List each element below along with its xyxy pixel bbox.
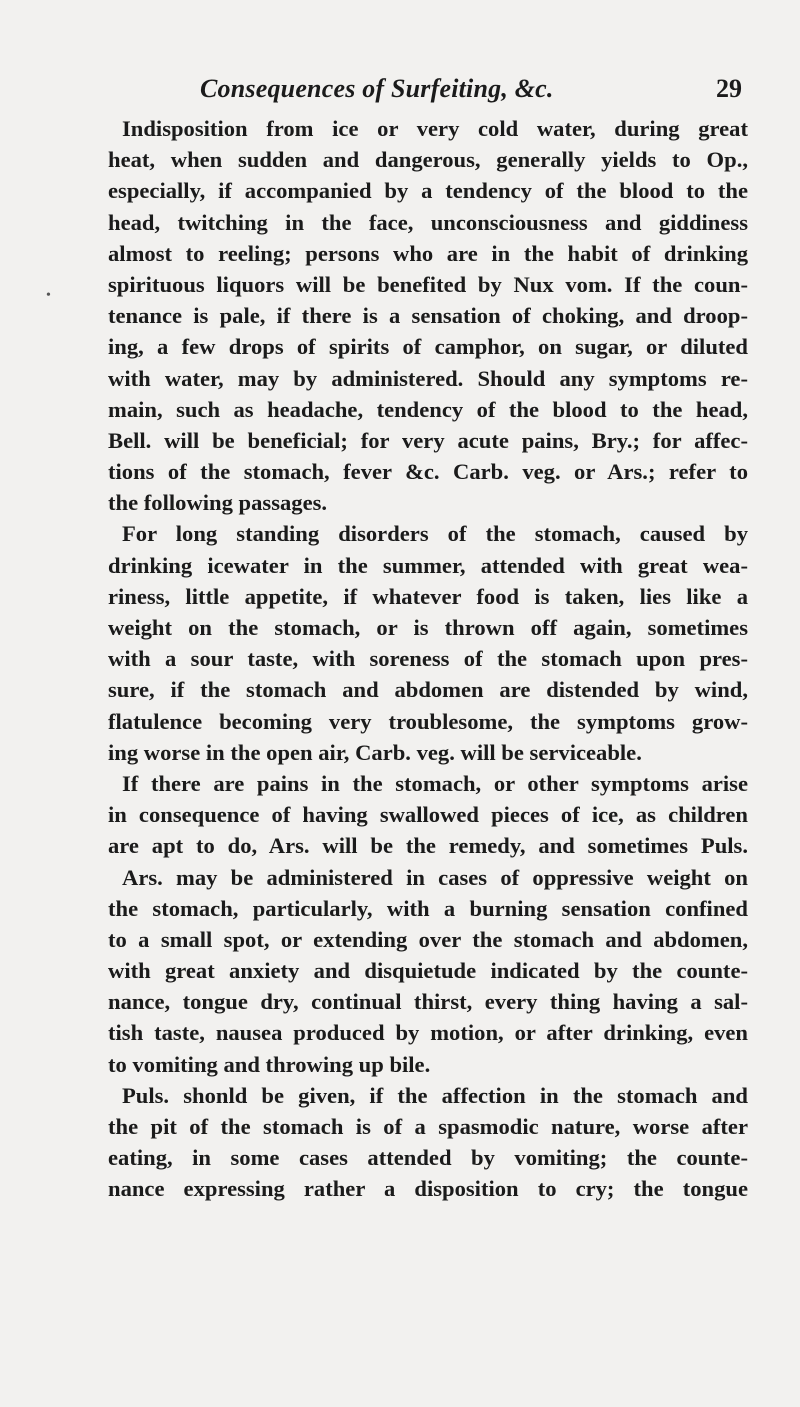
text-line: heat, when sudden and dangerous, generally yields to Op., [108, 147, 748, 173]
text-line: main, such as headache, tendency of the blood to the head, [108, 396, 748, 422]
text-line: with great anxiety and disquietude indicated by the counte- [108, 958, 748, 984]
text-line: nance, tongue dry, continual thirst, every thing having a sal- [108, 989, 748, 1015]
text-line: the following passages. [108, 490, 328, 516]
text-line: tions of the stomach, fever &c. Carb. veg. or Ars.; refer to [108, 459, 748, 485]
text-line: especially, if accompanied by a tendency of the blood to the [108, 178, 748, 204]
text-line: nance expressing rather a disposition to cry; the tongue [108, 1176, 748, 1202]
text-line: Bell. will be beneficial; for very acute pains, Bry.; for affec- [108, 427, 748, 453]
text-line: drinking icewater in the summer, attended with great wea- [108, 552, 748, 578]
running-head [108, 74, 748, 114]
text-line: Puls. shonld be given, if the affection in the stomach and [122, 1082, 748, 1108]
text-line: riness, little appetite, if whatever food is taken, lies like a [108, 583, 748, 609]
text-line: to a small spot, or extending over the stomach and abdomen, [108, 926, 748, 952]
running-title: Consequences of Surfeiting, &c. [200, 74, 554, 103]
text-line: spirituous liquors will be benefited by Nux vom. If the coun- [108, 271, 748, 297]
text-line: the pit of the stomach is of a spasmodic nature, worse after [108, 1114, 748, 1139]
text-line: eating, in some cases attended by vomiting; the counte- [108, 1145, 748, 1171]
text-line: ing, a few drops of spirits of camphor, on sugar, or diluted [108, 334, 748, 360]
text-line: ing worse in the open air, Carb. veg. will be serviceable. [108, 739, 642, 765]
text-line: Ars. may be administered in cases of oppressive weight on [122, 864, 748, 890]
text-line: head, twitching in the face, unconsciousness and giddiness [108, 209, 748, 235]
text-line: almost to reeling; persons who are in the habit of drinking [108, 240, 748, 266]
text-line: with a sour taste, with soreness of the stomach upon pres- [108, 646, 748, 672]
text-line: Indisposition from ice or very cold water, during great [122, 116, 748, 141]
page-number: 29 [716, 74, 742, 103]
text-line: tenance is pale, if there is a sensation of choking, and droop- [108, 303, 748, 329]
text-line: the stomach, particularly, with a burning sensation confined [108, 895, 748, 921]
text-line: in consequence of having swallowed pieces of ice, as children [108, 802, 748, 828]
text-line: tish taste, nausea produced by motion, or after drinking, even [108, 1020, 748, 1046]
margin-dot-mark: • [46, 288, 51, 303]
text-line: sure, if the stomach and abdomen are distended by wind, [108, 677, 748, 703]
body-text [108, 113, 748, 1205]
text-line: flatulence becoming very troublesome, the symptoms grow- [108, 708, 748, 734]
text-line: are apt to do, Ars. will be the remedy, and sometimes Puls. [108, 833, 748, 859]
text-line: to vomiting and throwing up bile. [108, 1051, 431, 1077]
text-line: If there are pains in the stomach, or other symptoms arise [122, 770, 748, 796]
text-line: For long standing disorders of the stomach, caused by [122, 521, 748, 547]
text-line: with water, may by administered. Should any symptoms re- [108, 365, 748, 391]
text-line: weight on the stomach, or is thrown off again, sometimes [108, 615, 748, 640]
